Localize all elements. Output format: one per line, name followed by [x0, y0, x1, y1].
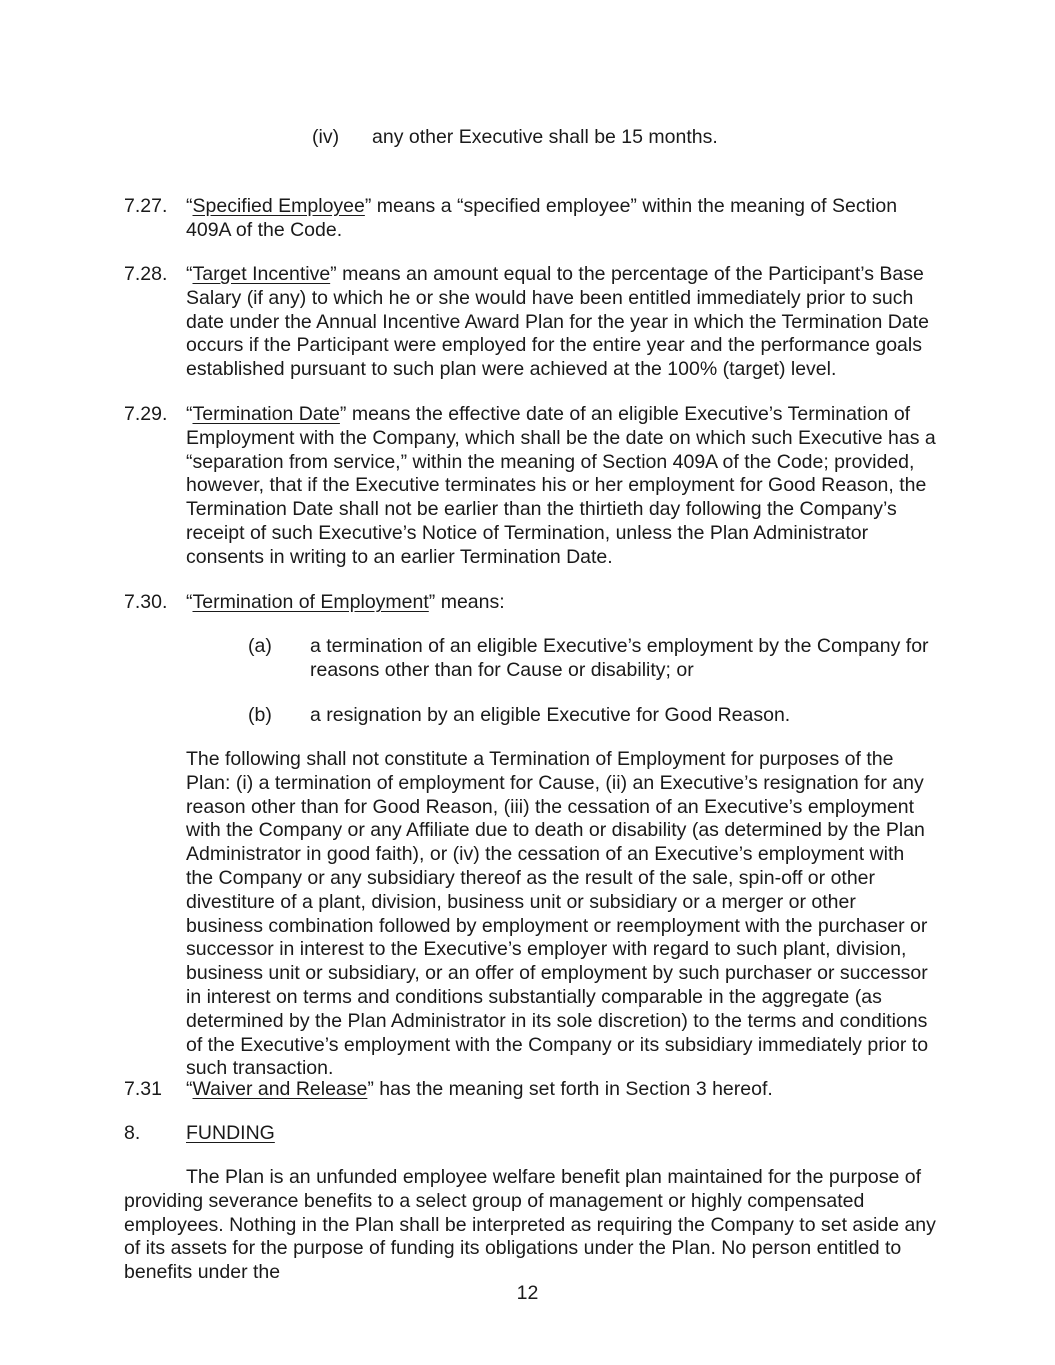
defined-term: Target Incentive — [192, 263, 331, 285]
funding-paragraph: The Plan is an unfunded employee welfare benefit plan maintained for the purpose of providing severance benefits to a select group of management or highly compensated employees. Nothing in the Plan shall be interpreted as requiring the Company to set aside any of its assets for the purpose of funding its obligations under the Plan. No person entitled to benefits under the — [124, 1166, 936, 1284]
definition-number: 7.29. — [124, 403, 168, 425]
page-number: 12 — [516, 1282, 539, 1304]
definition-text: has the meaning set forth in Section 3 hereof. — [373, 1078, 773, 1100]
definition-target-incentive: “Target Incentive” means an amount equal to the percentage of the Participant’s Base Salary (if any) to which he or she would have been entitled immediately prior to such date under the Annual Incentive Award Plan for the year in which the Termination Date occurs if the Participant were employed for the entire year and the performance goals established pursuant to such plan were achieved at the 100% (target) level. — [186, 263, 929, 381]
sub-item-label: (b) — [248, 704, 272, 726]
definition-number: 7.28. — [124, 263, 168, 285]
definition-text: means the effective date of an eligible Executive’s Termination of Employment with the Company, which shall be the date on which such Executive has a “separation from service,” within the meaning of Section 409A of the Code; provided, however, that if the Executive terminates his or her employment for Good Reason, the Termination Date shall not be earlier than the thirtieth day following the Company’s receipt of such Executive’s Notice of Termination, unless the Plan Administrator consents in writing to an earlier Termination Date. — [186, 403, 936, 568]
section-heading: FUNDING — [186, 1122, 275, 1144]
definition-text: means a “specified employee” within the meaning of Section 409A of the Code. — [186, 195, 898, 241]
definition-number: 7.27. — [124, 195, 168, 217]
exclusions-paragraph: The following shall not constitute a Termination of Employment for purposes of the Plan: (i) a termination of employment for Cause, (ii) an Executive’s resignation for any reason other than for Good Reason, (iii) the cessation of an Executive’s employment with the Company or any Affiliate due to death or disability (as determined by the Plan Administrator in good faith), or (iv) the cessation of an Executive’s employment with the Company or any subsidiary thereof as the result of the sale, spin-off or other divestiture of a plant, division, business unit or subsidiary or a merger or other business combination followed by employment or reemployment with the purchaser or successor in interest to the Executive’s employer with regard to such plant, division, business unit or subsidiary, or an offer of employment by such purchaser or successor in interest on terms and conditions substantially comparable in the aggregate (as determined by the Plan Administrator in its sole discretion) to the terms and conditions of the Executive’s employment with the Company or its subsidiary immediately prior to such transaction. — [186, 748, 929, 1080]
definition-text: means: — [435, 591, 505, 613]
defined-term: Waiver and Release — [192, 1078, 368, 1100]
section-number: 8. — [124, 1122, 141, 1144]
definition-termination-of-employment: “Termination of Employment” means: — [186, 591, 505, 613]
sub-item-text: a termination of an eligible Executive’s employment by the Company for reasons other than for Cause or disability; or — [310, 635, 929, 681]
definition-termination-date: “Termination Date” means the effective date of an eligible Executive’s Termination of Employment with the Company, which shall be the date on which such Executive has a “separation from service,” within the meaning of Section 409A of the Code; provided, however, that if the Executive terminates his or her employment for Good Reason, the Termination Date shall not be earlier than the thirtieth day following the Company’s receipt of such Executive’s Notice of Termination, unless the Plan Administrator consents in writing to an earlier Termination Date. — [186, 403, 936, 568]
definition-number: 7.31 — [124, 1078, 162, 1100]
item-iv-text: any other Executive shall be 15 months. — [372, 126, 718, 148]
definition-specified-employee: “Specified Employee” means a “specified employee” within the meaning of Section 409A of the Code. — [186, 195, 898, 241]
definition-number: 7.30. — [124, 591, 168, 613]
item-iv-label: (iv) — [312, 126, 340, 148]
sub-item-text: a resignation by an eligible Executive for Good Reason. — [310, 704, 791, 726]
defined-term: Termination of Employment — [192, 591, 429, 613]
definition-waiver-and-release: “Waiver and Release” has the meaning set forth in Section 3 hereof. — [186, 1078, 773, 1100]
definition-text: means an amount equal to the percentage of the Participant’s Base Salary (if any) to which he or she would have been entitled immediately prior to such date under the Annual Incentive Award Plan for the year in which the Termination Date occurs if the Participant were employed for the entire year and the performance goals established pursuant to such plan were achieved at the 100% (target) level. — [186, 263, 929, 381]
defined-term: Termination Date — [192, 403, 340, 425]
sub-item-label: (a) — [248, 635, 272, 657]
defined-term: Specified Employee — [192, 195, 365, 217]
